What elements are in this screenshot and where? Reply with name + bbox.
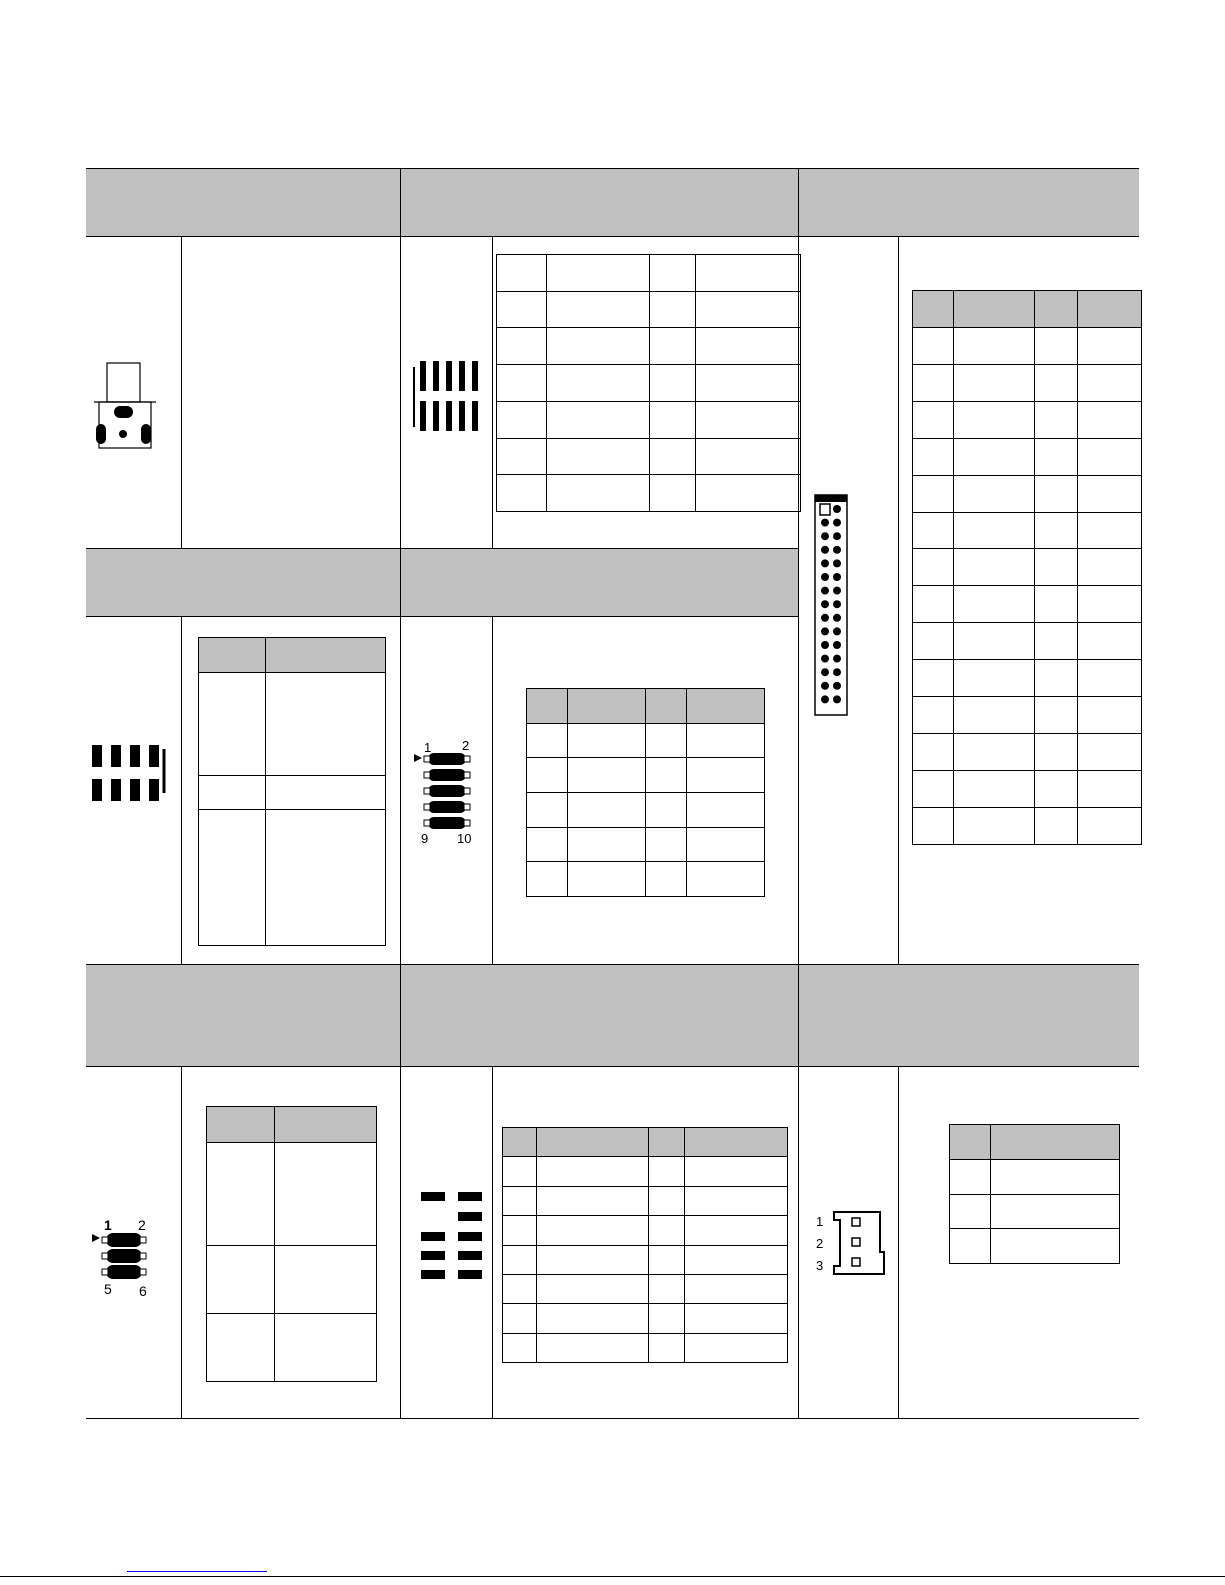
pin-header-30-diagram [814,494,848,716]
pin-dot [821,559,829,567]
grid-line [181,236,182,548]
grid-line [181,1066,182,1418]
pin-label-1: 1 [104,1217,112,1233]
pin-pair [428,769,466,781]
pin-label-3: 3 [816,1258,824,1273]
pin-dot [833,587,841,595]
pin-label-2: 2 [462,740,470,753]
pin-dot [833,641,841,649]
pin-pair-stack [102,1233,146,1279]
pin-dot [833,532,841,540]
dc-jack-diagram [90,356,160,456]
pin-dot [833,519,841,527]
pin-header-10-diagram [410,355,490,439]
pin-dot [821,641,829,649]
footer-rule [0,1576,1225,1577]
pin-pair [106,1249,142,1263]
pin-header-6-diagram [92,1216,158,1298]
pin-dot [821,600,829,608]
pin-pad [102,1269,108,1275]
pin-dot [833,655,841,663]
pin-pair [106,1233,142,1247]
header-band-row1 [86,169,1139,236]
pin-dot [833,682,841,690]
pin-label-6: 6 [139,1283,147,1298]
pin-dot [833,559,841,567]
pin-pair [106,1265,142,1279]
pin-dot [821,655,829,663]
usb-header-diagram [414,740,484,846]
pin-dot [821,587,829,595]
grid-line [86,964,1139,965]
pin-dot [833,668,841,676]
pin-dot [821,532,829,540]
pin-pair [428,817,466,829]
pin-dot [821,668,829,676]
pin-label-5: 5 [104,1281,112,1297]
grid-line [898,1066,899,1418]
pin-table-middle-center [526,688,765,897]
grid-line [86,236,1139,237]
grid-line [492,1066,493,1418]
pin-pad [424,756,430,762]
grid-line [898,236,899,964]
grid-line [86,548,798,549]
pin-dot [833,695,841,703]
pin-table-bottom-center [502,1127,788,1363]
footer-link-underline[interactable] [127,1571,267,1572]
pin-pad [140,1269,146,1275]
pin-pair-stack [424,753,470,829]
pin-pad [464,756,470,762]
pin-table-bottom-left [206,1106,377,1382]
pin-header-pads-diagram [414,1188,492,1280]
pin-label-1: 1 [424,740,432,755]
grid-line [86,1066,1139,1067]
pin-pad [464,820,470,826]
pin-label-1: 1 [816,1214,824,1229]
pin-dot [821,546,829,554]
pin-label-2: 2 [816,1236,824,1251]
pin-dot [833,614,841,622]
pin-pad [464,772,470,778]
grid-line [86,1418,1139,1419]
pin-label-9: 9 [421,831,429,846]
pin-pad [102,1253,108,1259]
pin-pad [102,1237,108,1243]
pin-pad [424,804,430,810]
grid-line [86,168,1139,169]
pin-dot [821,695,829,703]
grid-line [86,616,798,617]
pin-dot [833,505,841,513]
pin-dot [833,573,841,581]
pin-pad [140,1253,146,1259]
pin-pad [464,788,470,794]
pin-pair [428,801,466,813]
pin-dot [821,519,829,527]
pin-dot [821,627,829,635]
pin-pad [464,804,470,810]
pin-dot [833,627,841,635]
pin-pad [140,1237,146,1243]
pin-dot [821,573,829,581]
pin-pad [424,820,430,826]
pin-table-middle-left [198,637,386,946]
pin-dot-grid [821,505,841,703]
grid-line [400,168,401,1418]
grid-line [492,236,493,548]
pin-label-10: 10 [457,831,472,846]
header-band-row3 [86,965,1139,1066]
pin-pair [428,785,466,797]
pin-pad [424,772,430,778]
pin-dot [821,682,829,690]
pin-header-8-diagram [88,737,168,815]
pin-table-bottom-right [949,1124,1120,1264]
pin-pad [424,788,430,794]
pin-dot [821,614,829,622]
pin-dot [833,600,841,608]
pin-label-2: 2 [138,1217,146,1233]
pin-table-right-tall [912,290,1142,845]
pin-dot [833,546,841,554]
grid-line [181,616,182,964]
pin-pair [428,753,466,765]
pin-table-top-middle [496,254,801,512]
header-band-row2 [86,548,798,616]
fan-connector-diagram [812,1208,890,1280]
grid-line [492,616,493,964]
